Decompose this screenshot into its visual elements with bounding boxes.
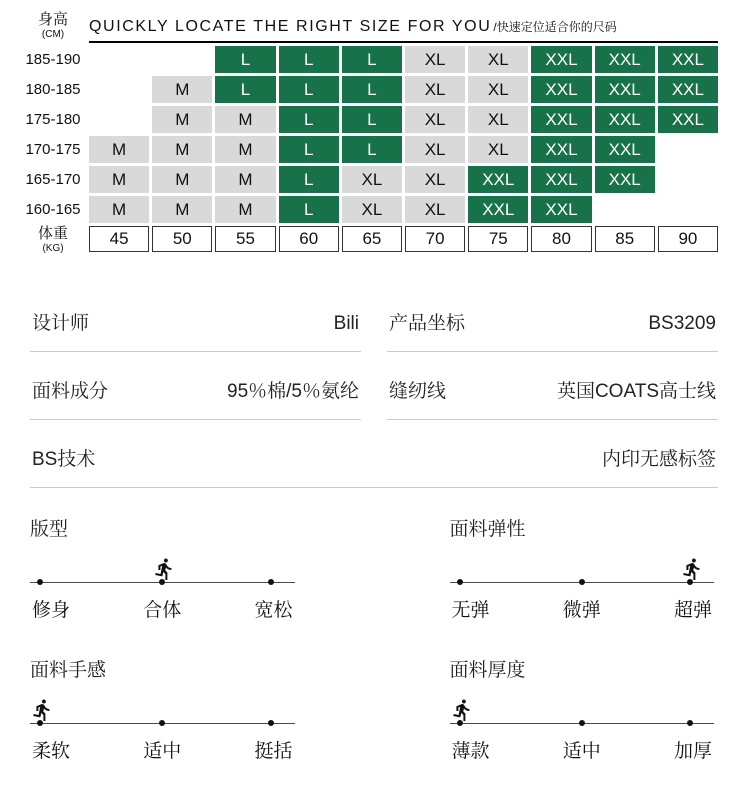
size-cell: XXL (468, 196, 528, 223)
size-cell: L (279, 136, 339, 163)
size-cell: XXL (531, 196, 591, 223)
size-cell: L (342, 106, 402, 133)
slider-option-label: 宽松 (254, 600, 293, 621)
slider-fabric-elasticity (450, 514, 715, 619)
slider-track (450, 682, 715, 734)
height-range-label: 175-180 (25, 111, 81, 128)
weight-cell: 80 (531, 226, 591, 252)
size-cell: XXL (595, 46, 655, 73)
weight-axis-text: 体重 (37, 225, 68, 242)
weight-cell: 85 (595, 226, 655, 252)
size-cell-empty (658, 166, 718, 193)
size-cell: M (152, 196, 212, 223)
height-range-label: 160-165 (25, 201, 81, 218)
size-cell: XL (342, 196, 402, 223)
info-row-product-code (387, 284, 718, 352)
info-label: BS技术 (32, 449, 96, 470)
size-cell: XXL (531, 76, 591, 103)
slider-option-label: 柔软 (32, 741, 71, 762)
size-cell: XXL (658, 76, 718, 103)
size-cell: XL (405, 136, 465, 163)
size-cell: M (215, 136, 275, 163)
slider-option-label: 加厚 (673, 741, 712, 762)
slider-option-label: 修身 (32, 600, 71, 621)
size-cell-empty (658, 136, 718, 163)
size-cell: XL (468, 106, 528, 133)
slider-fabric-feel (30, 655, 295, 760)
size-cell-empty (89, 46, 149, 73)
runner-icon (30, 698, 54, 722)
slider-track (450, 541, 715, 593)
slider-option-label: 适中 (143, 741, 182, 762)
info-value: BS3209 (648, 313, 716, 334)
size-cell: XL (405, 106, 465, 133)
slider-dot (37, 579, 43, 585)
slider-labels (450, 736, 715, 760)
chart-title (89, 12, 718, 43)
size-cell: XXL (531, 106, 591, 133)
size-cell-empty (89, 76, 149, 103)
size-cell: XXL (658, 106, 718, 133)
info-grid (30, 284, 718, 420)
runner-icon (680, 557, 704, 581)
size-cell: M (152, 166, 212, 193)
size-cell: XL (405, 46, 465, 73)
weight-cell: 45 (89, 226, 149, 252)
slider-option-label: 超弹 (673, 600, 712, 621)
info-label: 设计师 (32, 313, 90, 334)
height-axis-label (20, 12, 86, 43)
weight-cell: 90 (658, 226, 718, 252)
slider-dot (579, 579, 585, 585)
slider-title: 版型 (30, 519, 69, 540)
size-cell: M (215, 196, 275, 223)
slider-title: 面料厚度 (449, 660, 526, 681)
slider-labels (30, 595, 295, 619)
slider-dot (159, 720, 165, 726)
size-cell: XL (468, 136, 528, 163)
weight-cell: 75 (468, 226, 528, 252)
product-info-section (0, 284, 750, 488)
slider-title: 面料弹性 (449, 519, 526, 540)
height-range-label: 170-175 (25, 141, 81, 158)
slider-labels (30, 736, 295, 760)
slider-dot (579, 720, 585, 726)
size-cell: M (215, 166, 275, 193)
weight-cell: 60 (279, 226, 339, 252)
slider-title: 面料手感 (30, 660, 107, 681)
weight-cell: 65 (342, 226, 402, 252)
size-cell: XL (468, 76, 528, 103)
weight-cell: 70 (405, 226, 465, 252)
info-row-fabric-composition (30, 352, 361, 420)
info-value: 内印无感标签 (601, 449, 716, 470)
size-cell: XXL (468, 166, 528, 193)
size-cell-empty (595, 196, 655, 223)
size-cell-empty (89, 106, 149, 133)
info-row-sewing-thread (387, 352, 718, 420)
size-cell: XXL (531, 46, 591, 73)
size-cell: L (215, 76, 275, 103)
info-label: 产品坐标 (389, 313, 466, 334)
height-axis-text: 身高 (37, 11, 68, 28)
size-table (20, 12, 718, 254)
height-range-label: 165-170 (25, 171, 81, 188)
size-chart-section (0, 0, 750, 254)
size-cell: L (342, 46, 402, 73)
chart-title-en: QUICKLY LOCATE THE RIGHT SIZE FOR YOU (89, 18, 492, 35)
slider-dot (268, 579, 274, 585)
slider-option-label: 挺括 (254, 741, 293, 762)
size-cell: L (279, 196, 339, 223)
size-cell: L (279, 106, 339, 133)
size-cell: XXL (531, 166, 591, 193)
info-value: 英国COATS高士线 (556, 381, 716, 402)
slider-labels (450, 595, 715, 619)
size-cell: M (152, 136, 212, 163)
slider-option-label: 无弹 (451, 600, 490, 621)
size-cell: XL (405, 76, 465, 103)
info-label: 面料成分 (32, 381, 109, 402)
size-cell: L (342, 136, 402, 163)
weight-axis-label (20, 226, 86, 254)
chart-title-cn: /快速定位适合你的尺码 (493, 20, 617, 34)
size-cell: L (279, 166, 339, 193)
size-cell: M (89, 166, 149, 193)
runner-icon (450, 698, 474, 722)
size-cell: XXL (595, 106, 655, 133)
size-cell: XL (405, 166, 465, 193)
size-cell: L (342, 76, 402, 103)
height-axis-unit: (CM) (41, 29, 65, 40)
slider-dot (687, 720, 693, 726)
runner-icon (153, 557, 177, 581)
size-cell: XL (342, 166, 402, 193)
slider-dot (268, 720, 274, 726)
slider-option-label: 合体 (143, 600, 182, 621)
size-cell-empty (658, 196, 718, 223)
size-cell: M (215, 106, 275, 133)
size-cell: XXL (531, 136, 591, 163)
size-cell: M (89, 136, 149, 163)
slider-fit (30, 514, 295, 619)
slider-fabric-thickness (450, 655, 715, 760)
size-cell: XL (468, 46, 528, 73)
slider-option-label: 微弹 (562, 600, 601, 621)
weight-axis-unit: (KG) (42, 243, 64, 254)
size-cell-empty (152, 46, 212, 73)
slider-dot (457, 579, 463, 585)
slider-track (30, 541, 295, 593)
height-range-label: 185-190 (25, 51, 81, 68)
size-cell: XXL (595, 76, 655, 103)
size-cell: M (152, 76, 212, 103)
weight-cell: 55 (215, 226, 275, 252)
size-cell: XXL (658, 46, 718, 73)
size-cell: XL (405, 196, 465, 223)
info-row-designer (30, 284, 361, 352)
size-cell: M (152, 106, 212, 133)
weight-cell: 50 (152, 226, 212, 252)
info-label: 缝纫线 (389, 381, 447, 402)
slider-option-label: 薄款 (451, 741, 490, 762)
slider-option-label: 适中 (562, 741, 601, 762)
size-cell: L (279, 46, 339, 73)
info-value: 95％棉/5％氨纶 (227, 381, 359, 402)
slider-track (30, 682, 295, 734)
info-value: Bili (333, 313, 359, 334)
info-row-bs-technology (30, 420, 718, 488)
size-cell: XXL (595, 166, 655, 193)
size-cell: XXL (595, 136, 655, 163)
attribute-sliders-section (0, 514, 750, 760)
size-cell: L (215, 46, 275, 73)
height-range-label: 180-185 (25, 81, 81, 98)
size-cell: M (89, 196, 149, 223)
size-cell: L (279, 76, 339, 103)
